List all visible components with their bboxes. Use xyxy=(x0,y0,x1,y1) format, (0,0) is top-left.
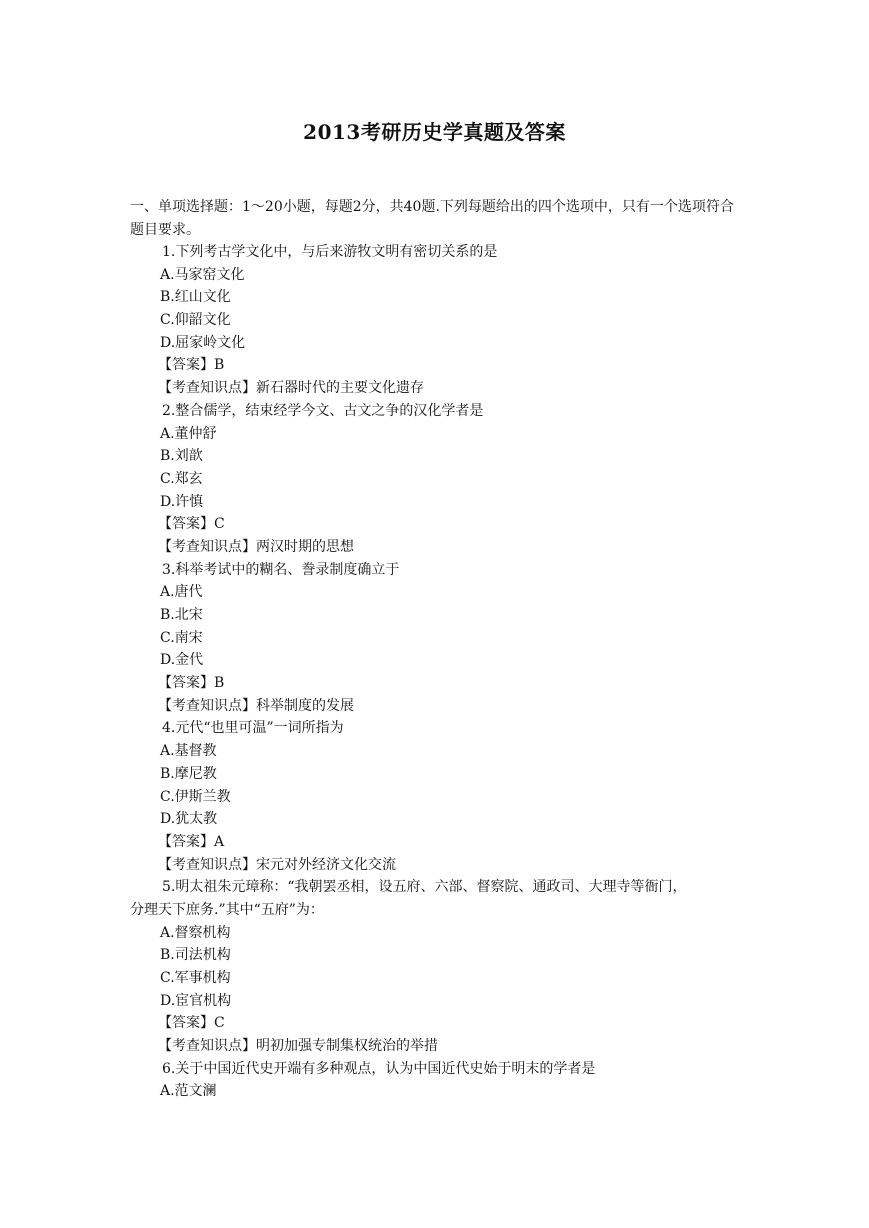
question-continuation: 分理天下庶务.”其中“五府”为： xyxy=(130,901,324,918)
answer-option: A.唐代 xyxy=(160,584,203,601)
knowledge-point: 【考查知识点】宋元对外经济文化交流 xyxy=(158,856,396,873)
answer-option: C.仰韶文化 xyxy=(160,312,231,329)
answer-option: D.金代 xyxy=(160,652,204,669)
question-stem: 2.整合儒学，结束经学今文、古文之争的汉化学者是 xyxy=(162,402,484,419)
answer-option: C.南宋 xyxy=(160,629,203,646)
answer-line: 【答案】B xyxy=(158,675,225,692)
answer-option: A.范文澜 xyxy=(160,1083,217,1100)
answer-option: B.北宋 xyxy=(160,607,203,623)
answer-line: 【答案】C xyxy=(158,516,225,533)
answer-option: A.马家窑文化 xyxy=(160,266,245,283)
question-stem: 6.关于中国近代史开端有多种观点，认为中国近代史始于明末的学者是 xyxy=(162,1060,596,1077)
knowledge-point: 【考查知识点】两汉时期的思想 xyxy=(158,538,354,555)
answer-option: C.军事机构 xyxy=(160,970,231,986)
page-title: 2013考研历史学真题及答案 xyxy=(303,120,566,144)
answer-option: A.督察机构 xyxy=(160,924,231,941)
knowledge-point: 【考查知识点】科举制度的发展 xyxy=(158,697,354,714)
answer-option: B.司法机构 xyxy=(160,947,231,964)
answer-option: B.红山文化 xyxy=(160,289,231,306)
answer-line: 【答案】C xyxy=(158,1015,225,1032)
question-stem: 5.明太祖朱元璋称：“我朝罢丞相，设五府、六部、督察院、通政司、大理寺等衙门， xyxy=(162,879,687,896)
question-stem: 3.科举考试中的糊名、誊录制度确立于 xyxy=(162,561,400,578)
section-intro: 一、单项选择题：1～20小题，每题2分，共40题.下列每题给出的四个选项中，只有一个选项符合题目要求。 xyxy=(130,199,734,238)
answer-line: 【答案】A xyxy=(158,833,225,850)
answer-option: D.犹太教 xyxy=(160,811,218,828)
question-stem: 4.元代“也里可温”一词所指为 xyxy=(162,720,344,737)
answer-option: D.许慎 xyxy=(160,493,204,510)
knowledge-point: 【考查知识点】明初加强专制集权统治的举措 xyxy=(158,1038,438,1055)
answer-option: D.屈家岭文化 xyxy=(160,334,246,351)
answer-option: A.董仲舒 xyxy=(160,425,217,442)
answer-option: D.宦官机构 xyxy=(160,992,232,1009)
question-list xyxy=(0,241,869,1103)
answer-line: 【答案】B xyxy=(158,357,225,374)
answer-option: C.郑玄 xyxy=(160,470,203,487)
answer-option: B.刘歆 xyxy=(160,448,203,465)
answer-option: B.摩尼教 xyxy=(160,765,217,782)
answer-option: C.伊斯兰教 xyxy=(160,788,231,805)
question-stem: 1.下列考古学文化中，与后来游牧文明有密切关系的是 xyxy=(162,244,498,260)
knowledge-point: 【考查知识点】新石器时代的主要文化遗存 xyxy=(158,380,424,397)
answer-option: A.基督教 xyxy=(160,743,217,760)
